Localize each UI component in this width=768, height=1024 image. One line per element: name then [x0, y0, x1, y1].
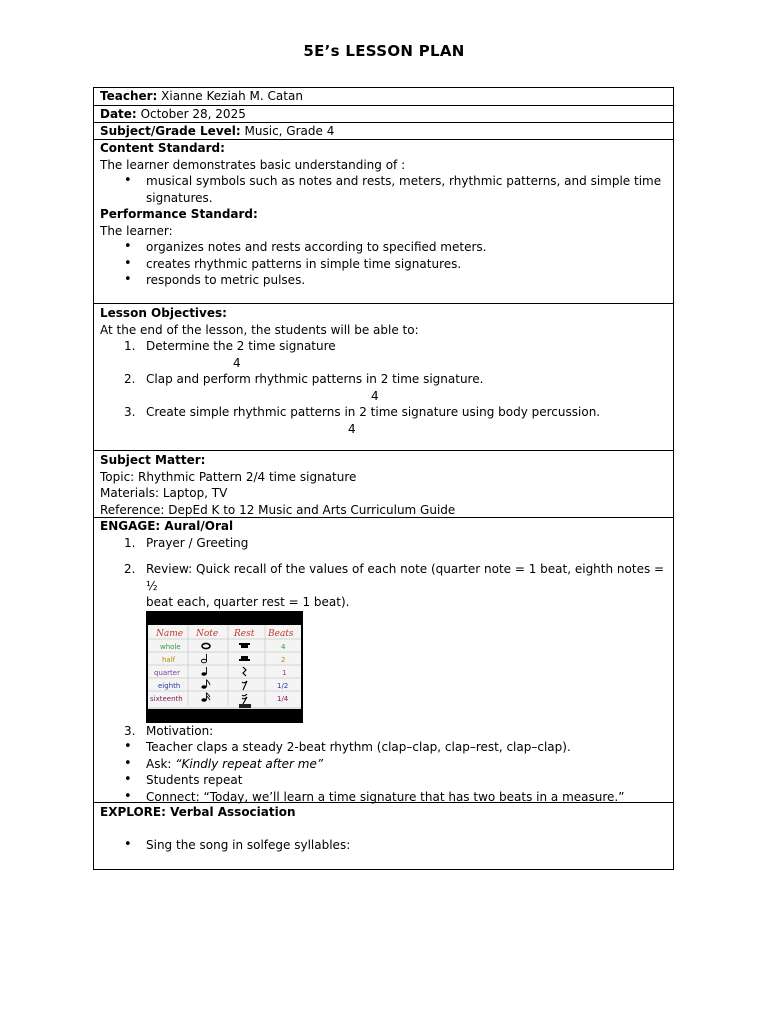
explore-label: EXPLORE: Verbal Association [100, 805, 296, 819]
teacher-row [94, 88, 673, 106]
objective-denominator: 4 [348, 421, 356, 436]
engage-label: ENGAGE: Aural/Oral [100, 519, 234, 533]
chart-note-name: half [162, 655, 176, 664]
content-standard-intro: The learner demonstrates basic understanding of : [100, 157, 406, 172]
objectives-row [94, 304, 673, 451]
objective-item [100, 404, 667, 421]
content-standard-label: Content Standard: [100, 141, 225, 155]
ask-quote: “Kindly repeat after me” [175, 756, 324, 771]
engage-item [100, 535, 667, 552]
objective-denominator: 4 [233, 355, 241, 370]
engage-bullet-repeat: • Students repeat [100, 772, 667, 789]
engage-bullet-connect: • Connect: “Today, we’ll learn a time signature that has two beats in a measure.” [100, 789, 667, 806]
explore-row [94, 803, 673, 869]
content-standard-bullet-line2: signatures. [146, 190, 213, 205]
eighth-note-icon [201, 685, 206, 689]
content-standard-bullet [100, 173, 667, 206]
chart-note-name: sixteenth [150, 694, 183, 703]
performance-bullet: • creates rhythmic patterns in simple time signatures. [100, 256, 667, 273]
engage-item-text: Motivation: [146, 723, 214, 738]
engage-item-number: 3. [124, 723, 136, 738]
subject-matter-topic: Topic: Rhythmic Pattern 2/4 time signature [100, 469, 357, 484]
engage-item-text: Prayer / Greeting [146, 535, 249, 550]
objective-text: Determine the 2 time signature [146, 339, 336, 353]
chart-header: Rest [234, 628, 255, 639]
lesson-plan-table [93, 87, 674, 870]
chart-beats: 1/2 [277, 681, 289, 690]
objective-text: Clap and perform rhythmic patterns in 2 time signature. [146, 372, 484, 386]
objectives-intro: At the end of the lesson, the students will be able to: [100, 322, 419, 337]
subject-row [94, 123, 673, 140]
chart-header: Name [156, 628, 184, 639]
standards-row [94, 140, 673, 304]
chart-header: Note [196, 628, 219, 639]
engage-review-line2: beat each, quarter rest = 1 beat). [146, 595, 350, 609]
chart-beats: 4 [281, 642, 286, 651]
performance-bullet: • organizes notes and rests according to specified meters. [100, 239, 667, 256]
chart-beats: 1 [282, 668, 287, 677]
engage-item-number: 1. [124, 535, 136, 550]
subject-value: Music, Grade 4 [244, 124, 335, 138]
date-value: October 28, 2025 [140, 107, 246, 121]
date-label: Date: [100, 107, 137, 121]
performance-standard-intro: The learner: [100, 223, 173, 238]
subject-matter-row [94, 451, 673, 518]
engage-item-number: 2. [124, 562, 136, 576]
objective-item [100, 338, 667, 355]
teacher-label: Teacher: [100, 89, 158, 103]
objective-text: Create simple rhythmic patterns in 2 time signature using body percussion. [146, 405, 601, 419]
subject-matter-materials: Materials: Laptop, TV [100, 486, 228, 500]
performance-bullet: • responds to metric pulses. [100, 272, 667, 289]
objective-number: 3. [124, 405, 136, 419]
chart-note-name: eighth [158, 681, 181, 690]
engage-item [100, 561, 667, 611]
note-values-chart-image [146, 611, 303, 723]
engage-item [100, 723, 667, 740]
sixteenth-note-icon [201, 698, 206, 702]
chart-header: Beats [268, 628, 294, 639]
objective-number: 2. [124, 372, 136, 386]
quarter-note-icon [201, 672, 206, 676]
date-row [94, 106, 673, 123]
half-rest-icon [241, 656, 248, 659]
engage-bullet-ask [100, 756, 667, 773]
subject-label: Subject/Grade Level: [100, 124, 241, 138]
objective-number: 1. [124, 339, 136, 353]
whole-rest-icon [241, 645, 248, 648]
note-values-chart [146, 611, 303, 723]
subject-matter-reference: Reference: DepEd K to 12 Music and Arts Curriculum Guide [100, 502, 456, 517]
engage-row [94, 518, 673, 803]
engage-review-line1: Review: Quick recall of the values of each note (quarter note = 1 beat, eighth notes = ½ [146, 562, 665, 593]
explore-bullet: • Sing the song in solfege syllables: [100, 837, 667, 854]
performance-standard-label: Performance Standard: [100, 207, 258, 221]
chart-note-name: quarter [154, 668, 180, 677]
objectives-label: Lesson Objectives: [100, 306, 227, 320]
subject-matter-label: Subject Matter: [100, 453, 206, 467]
objective-denominator: 4 [371, 388, 379, 403]
content-standard-bullet-line1: • musical symbols such as notes and rests, meters, rhythmic patterns, and simple time [146, 174, 662, 188]
chart-beats: 2 [281, 655, 286, 664]
chart-beats: 1/4 [277, 694, 289, 703]
ask-prefix: Ask: [146, 756, 176, 771]
chart-note-name: whole [160, 642, 181, 651]
page-title: 5E’s LESSON PLAN [303, 42, 465, 60]
objective-item [100, 371, 667, 388]
engage-bullet-claps: • Teacher claps a steady 2-beat rhythm (clap–clap, clap–rest, clap–clap). [100, 739, 667, 756]
teacher-value: Xianne Keziah M. Catan [161, 89, 303, 103]
